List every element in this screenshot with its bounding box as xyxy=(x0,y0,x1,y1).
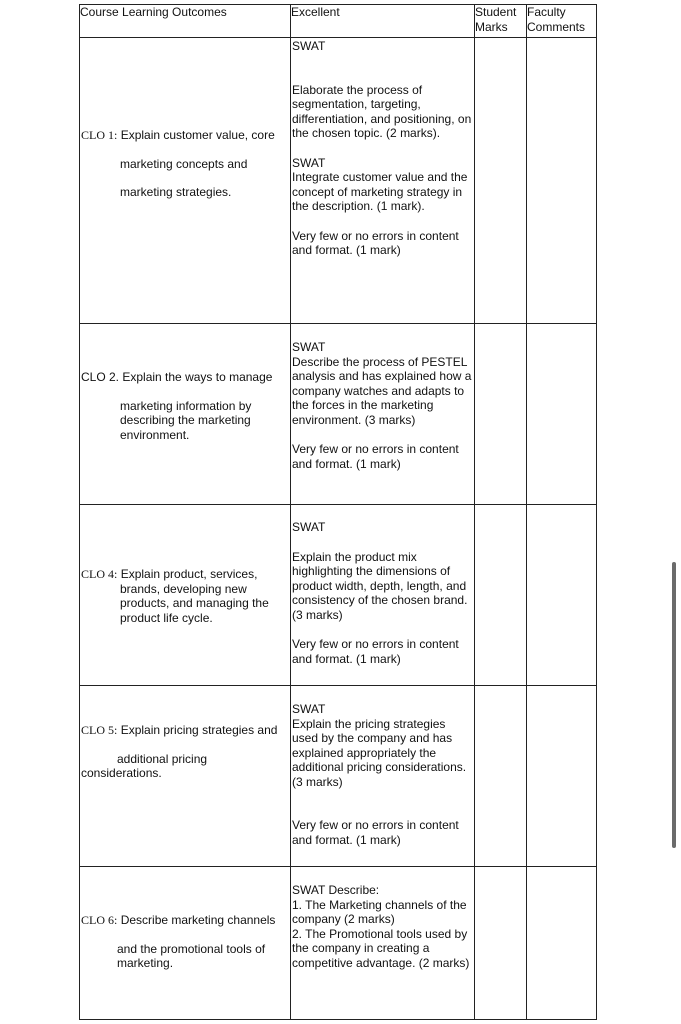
excellent-heading: SWAT xyxy=(292,340,326,354)
header-row xyxy=(80,5,597,38)
clo-continuation: brands, developing new products, and managing the product life cycle. xyxy=(120,581,269,625)
student-marks-cell[interactable] xyxy=(475,324,527,505)
student-marks-cell[interactable] xyxy=(475,867,527,1020)
excellent-criterion: Very few or no errors in content and format. (1 mark) xyxy=(292,818,459,847)
faculty-comments-cell[interactable] xyxy=(527,505,597,686)
clo-text xyxy=(81,723,288,781)
table-row xyxy=(80,867,597,1020)
excellent-heading: SWAT xyxy=(292,702,326,716)
faculty-comments-cell[interactable] xyxy=(527,324,597,505)
table-row xyxy=(80,505,597,686)
clo-label: CLO 5: xyxy=(81,723,118,737)
excellent-criterion: Very few or no errors in content and format. (1 mark) xyxy=(292,228,459,257)
table-row xyxy=(80,324,597,505)
clo-label: CLO 1: xyxy=(81,128,118,142)
faculty-comments-cell[interactable] xyxy=(527,38,597,324)
faculty-comments-cell[interactable] xyxy=(527,686,597,867)
clo-text xyxy=(81,567,288,625)
clo-text xyxy=(81,128,288,200)
student-marks-cell[interactable] xyxy=(475,686,527,867)
clo-label: CLO 4: xyxy=(81,567,118,581)
clo-first-line: Explain the ways to manage xyxy=(122,370,273,384)
excellent-cell xyxy=(291,324,475,505)
excellent-text xyxy=(292,340,472,471)
excellent-criterion: Explain the product mix highlighting the dimensions of product width, depth, length, and consistency of the chosen brand. (3 marks) xyxy=(292,549,468,622)
clo-label: CLO 2. xyxy=(81,370,120,384)
header-excellent: Excellent xyxy=(291,5,475,38)
clo-cell xyxy=(80,38,291,324)
excellent-criterion: Elaborate the process of segmentation, targeting, differentiation, and positioning, on the chosen topic. (2 marks). xyxy=(292,82,472,140)
excellent-heading: SWAT xyxy=(292,155,326,170)
excellent-criterion: Describe the process of PESTEL analysis and has explained how a company watches and adapts to the forces in the marketing environment. (3 marks) xyxy=(292,354,472,427)
excellent-heading: SWAT xyxy=(292,520,326,534)
header-student-marks: Student Marks xyxy=(475,5,527,38)
header-outcomes: Course Learning Outcomes xyxy=(80,5,291,38)
excellent-text xyxy=(292,702,472,847)
faculty-comments-cell[interactable] xyxy=(527,867,597,1020)
clo-continuation: and the promotional tools of marketing. xyxy=(117,941,266,970)
excellent-text xyxy=(292,39,472,258)
clo-first-line: Explain product, services, xyxy=(120,567,258,581)
vertical-scrollbar[interactable] xyxy=(672,562,676,848)
clo-first-line: Explain pricing strategies and xyxy=(120,723,278,737)
excellent-heading: SWAT Describe: xyxy=(292,883,380,897)
excellent-criterion: 2. The Promotional tools used by the company in creating a competitive advantage. (2 marks) xyxy=(292,926,470,970)
excellent-cell xyxy=(291,38,475,324)
clo-label: CLO 6: xyxy=(81,913,118,927)
table-row xyxy=(80,686,597,867)
clo-continuation: additional pricing xyxy=(117,751,208,766)
table-row xyxy=(80,38,597,324)
header-faculty-comments: Faculty Comments xyxy=(527,5,597,38)
excellent-criterion: Very few or no errors in content and format. (1 mark) xyxy=(292,442,459,471)
clo-continuation: considerations. xyxy=(81,766,162,780)
student-marks-cell[interactable] xyxy=(475,38,527,324)
excellent-text xyxy=(292,883,472,970)
excellent-text xyxy=(292,520,472,666)
rubric-table xyxy=(79,4,597,1020)
excellent-cell xyxy=(291,686,475,867)
clo-cell xyxy=(80,686,291,867)
clo-cell xyxy=(80,867,291,1020)
excellent-heading: SWAT xyxy=(292,39,326,53)
student-marks-cell[interactable] xyxy=(475,505,527,686)
clo-cell xyxy=(80,324,291,505)
excellent-criterion: 1. The Marketing channels of the company (2 marks) xyxy=(292,897,467,926)
excellent-cell xyxy=(291,867,475,1020)
clo-continuation: marketing strategies. xyxy=(120,185,232,199)
clo-first-line: Explain customer value, core xyxy=(120,128,275,142)
clo-text xyxy=(81,370,288,442)
clo-first-line: Describe marketing channels xyxy=(120,913,276,927)
excellent-cell xyxy=(291,505,475,686)
excellent-criterion: Explain the pricing strategies used by the company and has explained appropriately the additional pricing considerations. (3 marks) xyxy=(292,716,467,789)
clo-continuation: marketing information by describing the marketing environment. xyxy=(120,398,252,442)
clo-text xyxy=(81,913,288,971)
excellent-criterion: Integrate customer value and the concept of marketing strategy in the description. (1 mark). xyxy=(292,170,468,213)
excellent-criterion: Very few or no errors in content and format. (1 mark) xyxy=(292,637,459,666)
clo-cell xyxy=(80,505,291,686)
clo-continuation: marketing concepts and xyxy=(120,156,248,171)
